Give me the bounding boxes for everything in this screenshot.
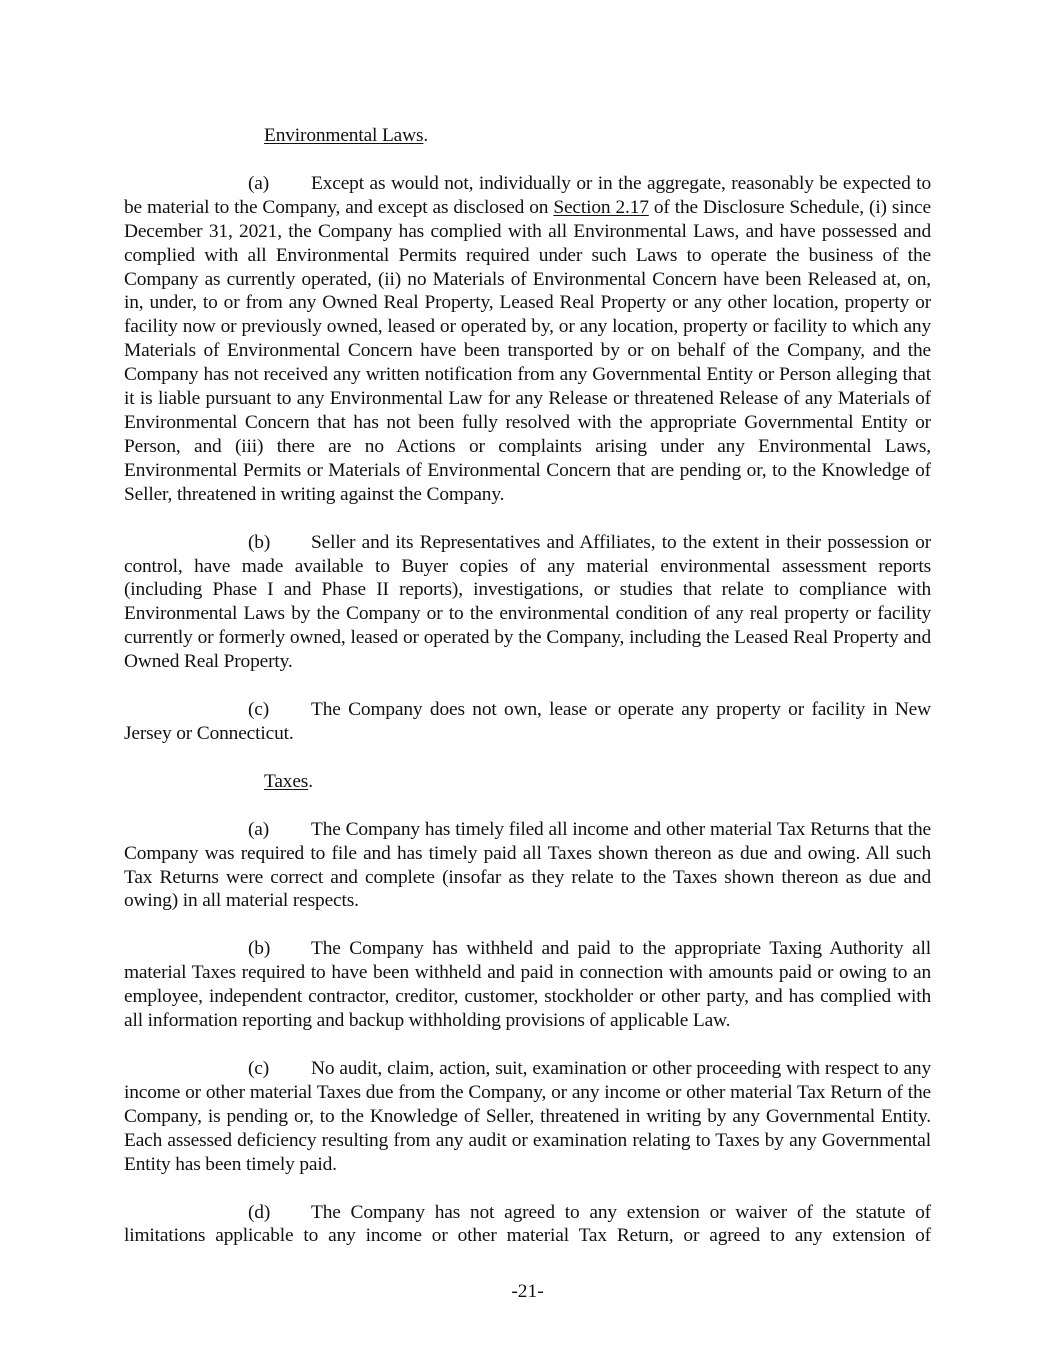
paragraph-tax-d: (d) The Company has not agreed to any extension or waiver of the statute of limitations applicable to any income or other material Tax Return, or agreed to any extension of: [124, 1201, 931, 1247]
paragraph-label: (c): [248, 699, 270, 721]
paragraph-tax-a: (a) The Company has timely filed all income and other material Tax Returns that the Company was required to file and has timely paid all Taxes shown thereon as due and owing. All such Tax Returns were correct and complete (insofar as they relate to the Taxes shown thereon as due and owing) in all material respects.: [124, 818, 931, 912]
paragraph-env-c: (c) The Company does not own, lease or operate any property or facility in New Jersey or Connecticut.: [124, 699, 931, 744]
document-page: [124, 124, 931, 1272]
section-heading-environmental-laws: Environmental Laws.: [264, 125, 429, 146]
paragraph-label: (b): [248, 531, 271, 553]
paragraph-env-a: (a) Except as would not, individually or in the aggregate, reasonably be expected to be material to the Company, and except as disclosed on Section 2.17 of the Disclosure Schedule, (i) since December 31, 2021, the Company has complied with all Environmental Laws, and have possessed and complied with all Environmental Permits required under such Laws to operate the business of the Company as currently operated, (ii) no Materials of Environmental Concern have been Released at, on, in, under, to or from any Owned Real Property, Leased Real Property or any other location, property or facility now or previously owned, leased or operated by, or any location, property or facility to which any Materials of Environmental Concern have been transported by or on behalf of the Company, and the Company has not received any written notification from any Governmental Entity or Person alleging that it is liable pursuant to any Environmental Law for any Release or threatened Release of any Materials of Environmental Concern that has not been fully resolved with the appropriate Governmental Entity or Person, and (iii) there are no Actions or complaints arising under any Environmental Laws, Environmental Permits or Materials of Environmental Concern that are pending or, to the Knowledge of Seller, threatened in writing against the Company.: [124, 172, 931, 505]
paragraph-label: (a): [248, 818, 270, 840]
paragraph-label: (d): [248, 1201, 271, 1223]
paragraph-label: (b): [248, 938, 271, 960]
paragraph-env-b: (b) Seller and its Representatives and Affiliates, to the extent in their possession or control, have made available to Buyer copies of any material environmental assessment reports (including Phase I and Phase II reports), investigations, or studies that relate to compliance with Environmental Laws by the Company or to the environmental condition of any real property or facility currently or formerly owned, leased or operated by the Company, including the Leased Real Property and Owned Real Property.: [124, 531, 931, 673]
paragraph-label: (a): [248, 172, 270, 194]
paragraph-tax-c: (c) No audit, claim, action, suit, examination or other proceeding with respect to any income or other material Taxes due from the Company, or any income or other material Tax Return of the Company, is pending or, to the Knowledge of Seller, threatened in writing by any Governmental Entity. Each assessed deficiency resulting from any audit or examination relating to Taxes by any Governmental Entity has been timely paid.: [124, 1058, 931, 1175]
section-reference-link[interactable]: Section 2.17: [553, 196, 649, 218]
page-number: -21-: [511, 1281, 544, 1302]
paragraph-label: (c): [248, 1058, 270, 1079]
paragraph-tax-b: (b) The Company has withheld and paid to the appropriate Taxing Authority all material Taxes required to have been withheld and paid in connection with amounts paid or owing to an employee, independent contractor, creditor, customer, stockholder or other party, and has complied with all information reporting and backup withholding provisions of applicable Law.: [124, 938, 931, 1032]
section-heading-taxes: Taxes.: [264, 770, 313, 792]
